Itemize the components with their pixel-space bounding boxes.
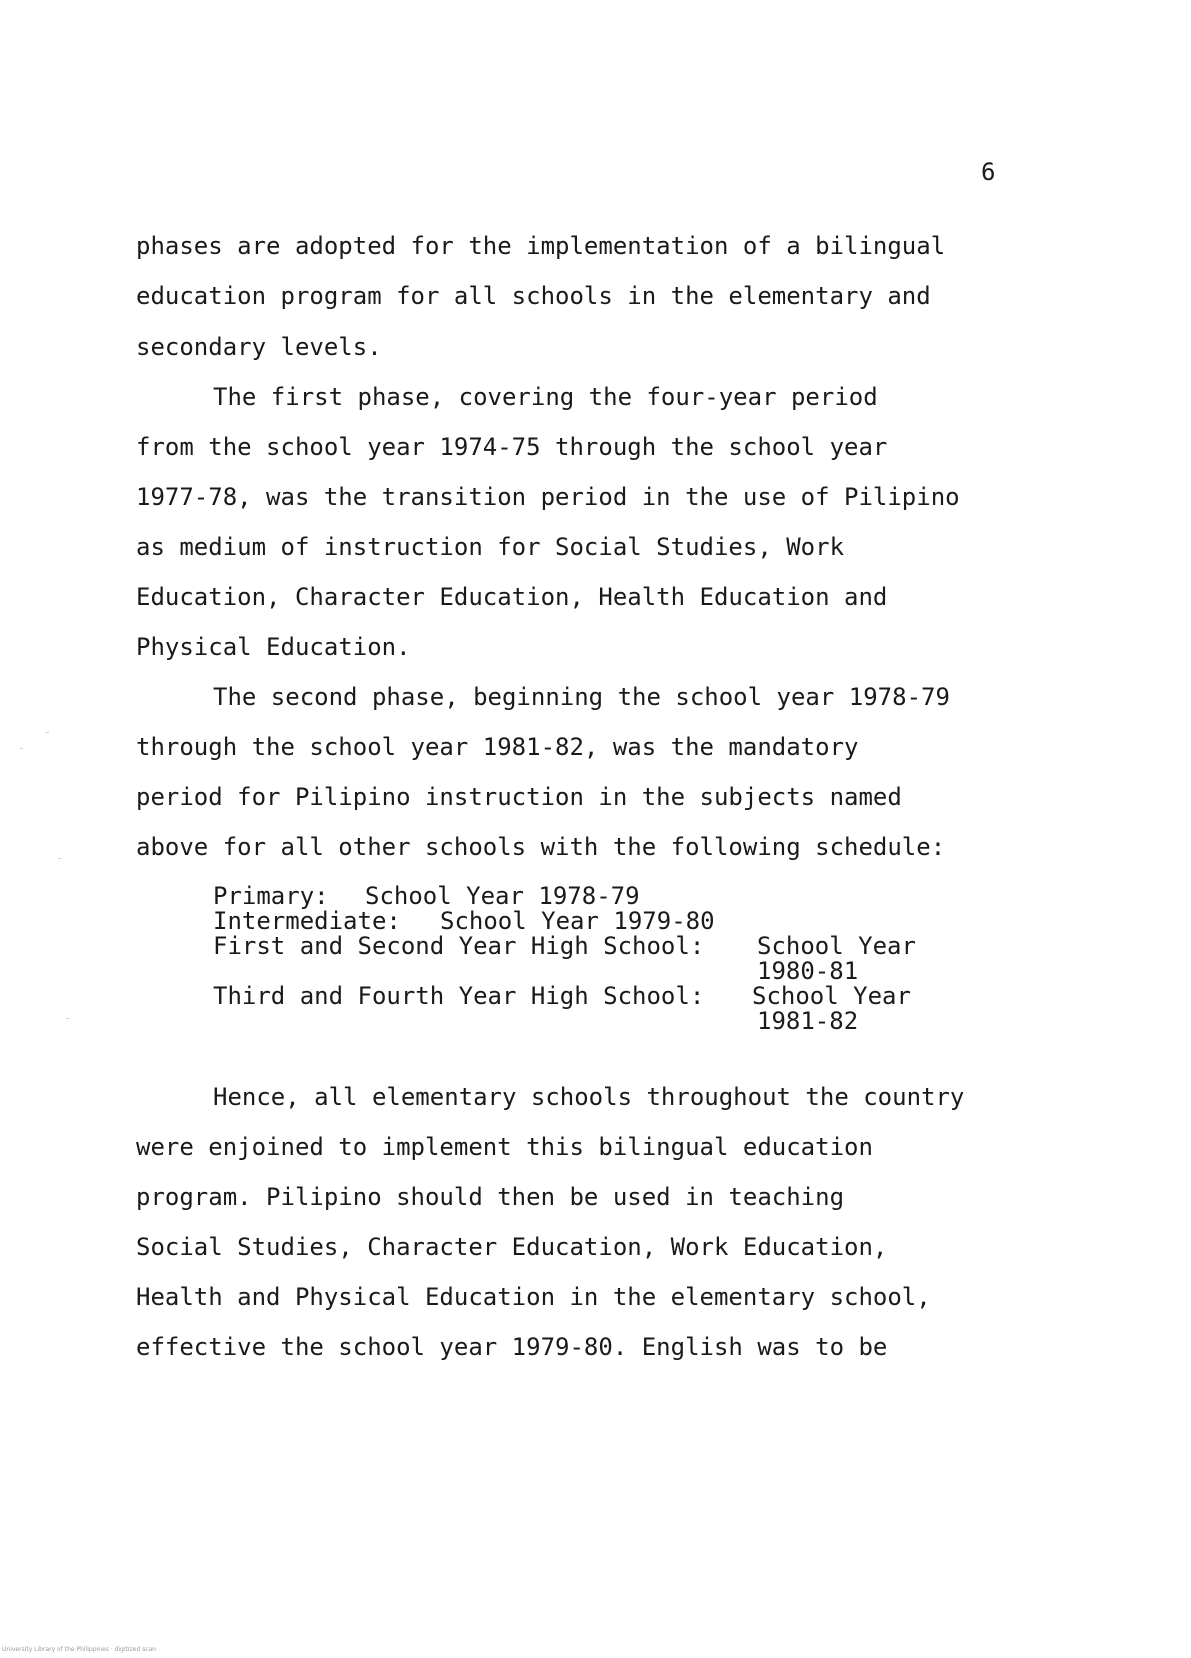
schedule-year2-first-second-hs: 1980-81 xyxy=(757,957,859,985)
paragraph-2-line-6: Physical Education. xyxy=(136,633,411,661)
schedule-year-first-second-hs: School Year xyxy=(757,932,916,960)
schedule-level-third-fourth-hs: Third and Fourth Year High School: xyxy=(213,982,705,1010)
schedule-year-third-fourth-hs: School Year xyxy=(752,982,911,1010)
schedule-level-first-second-hs: First and Second Year High School: xyxy=(213,932,705,960)
paragraph-1-line-2: education program for all schools in the elementary and xyxy=(136,282,931,310)
paragraph-4-line-2: were enjoined to implement this bilingual education xyxy=(136,1133,873,1161)
scan-mark xyxy=(58,858,61,859)
paragraph-4-line-4: Social Studies, Character Education, Work Education, xyxy=(136,1233,888,1261)
paragraph-4-line-5: Health and Physical Education in the elementary school, xyxy=(136,1283,931,1311)
paragraph-2-line-4: as medium of instruction for Social Studies, Work xyxy=(136,533,845,561)
schedule-year2-third-fourth-hs: 1981-82 xyxy=(757,1007,859,1035)
page-number: 6 xyxy=(981,158,996,186)
schedule-level-primary: Primary: xyxy=(213,882,329,910)
paragraph-1-line-1: phases are adopted for the implementation of a bilingual xyxy=(136,232,946,260)
schedule-year-intermediate: School Year 1979-80 xyxy=(440,907,715,935)
paragraph-2-line-1: The first phase, covering the four-year period xyxy=(213,383,878,411)
scan-mark xyxy=(46,732,49,733)
paragraph-1-line-3: secondary levels. xyxy=(136,333,382,361)
schedule-level-intermediate: Intermediate: xyxy=(213,907,401,935)
paragraph-3-line-4: above for all other schools with the following schedule: xyxy=(136,833,946,861)
paragraph-3-line-2: through the school year 1981-82, was the mandatory xyxy=(136,733,859,761)
scan-mark xyxy=(20,748,23,749)
paragraph-3-line-3: period for Pilipino instruction in the subjects named xyxy=(136,783,902,811)
paragraph-4-line-3: program. Pilipino should then be used in teaching xyxy=(136,1183,845,1211)
schedule-year-primary: School Year 1978-79 xyxy=(365,882,640,910)
footer-note: University Library of the Philippines · digitized scan xyxy=(2,1646,156,1653)
paragraph-2-line-5: Education, Character Education, Health Education and xyxy=(136,583,888,611)
paragraph-3-line-1: The second phase, beginning the school year 1978-79 xyxy=(213,683,950,711)
paragraph-4-line-6: effective the school year 1979-80. English was to be xyxy=(136,1333,888,1361)
paragraph-2-line-3: 1977-78, was the transition period in the use of Pilipino xyxy=(136,483,960,511)
scan-mark xyxy=(66,1018,69,1019)
paragraph-2-line-2: from the school year 1974-75 through the school year xyxy=(136,433,888,461)
paragraph-4-line-1: Hence, all elementary schools throughout the country xyxy=(213,1083,965,1111)
